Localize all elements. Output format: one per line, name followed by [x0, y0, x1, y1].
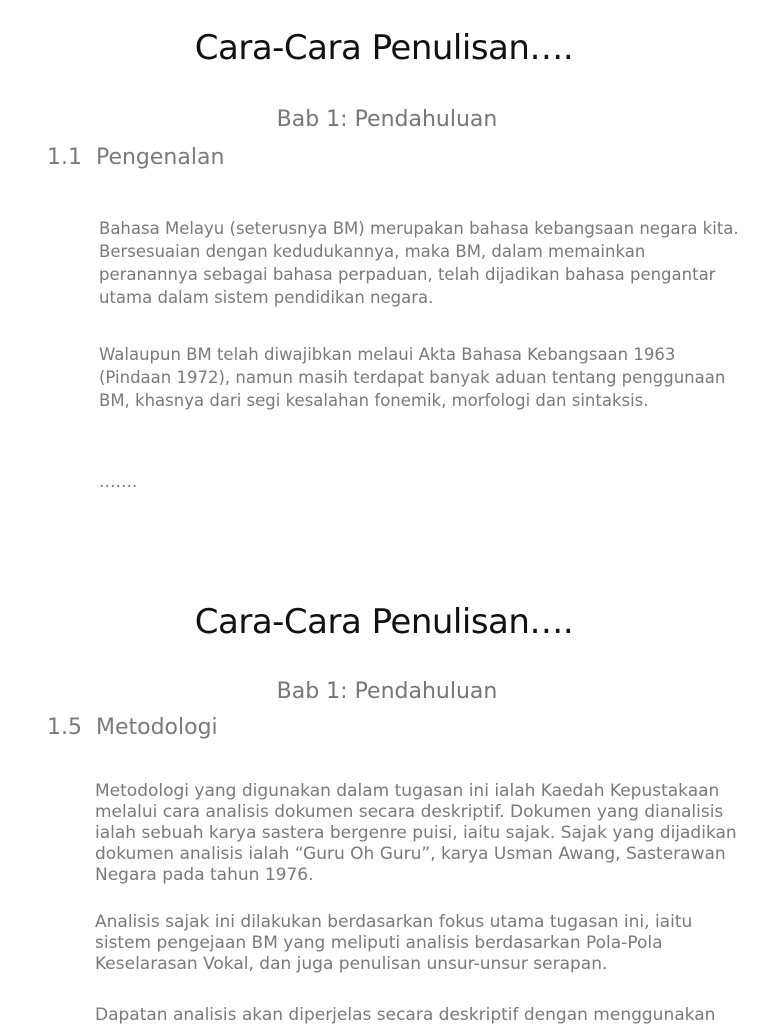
section-heading: 1.1 Pengenalan: [47, 145, 225, 170]
ellipsis-paragraph: …….: [99, 472, 138, 491]
slide-title: Cara-Cara Penulisan….: [194, 602, 574, 642]
paragraph: Analisis sajak ini dilakukan berdasarkan fokus utama tugasan ini, iaitu sistem pengejaan BM yang meliputi analisis berdasarkan Pola-Pola Keselarasan Vokal, dan juga penulisan unsur-unsur serapan.: [95, 912, 693, 974]
paragraph: Bahasa Melayu (seterusnya BM) merupakan bahasa kebangsaan negara kita. Bersesuaian dengan kedudukannya, maka BM, dalam memainkan peranannya sebagai bahasa perpaduan, telah dijadikan bahasa pengantar utama dalam sistem pendidikan negara.: [99, 219, 739, 307]
section-heading: 1.5 Metodologi: [47, 715, 218, 740]
chapter-subtitle: Bab 1: Pendahuluan: [276, 679, 498, 704]
paragraph: Dapatan analisis akan diperjelas secara deskriptif dengan menggunakan: [95, 1005, 716, 1025]
paragraph: Metodologi yang digunakan dalam tugasan ini ialah Kaedah Kepustakaan melalui cara analisis dokumen secara deskriptif. Dokumen yang dianalisis ialah sebuah karya sastera bergenre puisi, iaitu sajak. Sajak yang dijadikan dokumen analisis ialah “Guru Oh Guru”, karya Usman Awang, Sasterawan Negara pada tahun 1976.: [95, 781, 737, 885]
paragraph: Walaupun BM telah diwajibkan melaui Akta Bahasa Kebangsaan 1963 (Pindaan 1972), namun masih terdapat banyak aduan tentang penggunaan BM, khasnya dari segi kesalahan fonemik, morfologi dan sintaksis.: [99, 345, 726, 410]
slide-metodologi: [0, 580, 768, 1024]
slide-title: Cara-Cara Penulisan….: [194, 28, 574, 68]
chapter-subtitle: Bab 1: Pendahuluan: [276, 107, 498, 132]
